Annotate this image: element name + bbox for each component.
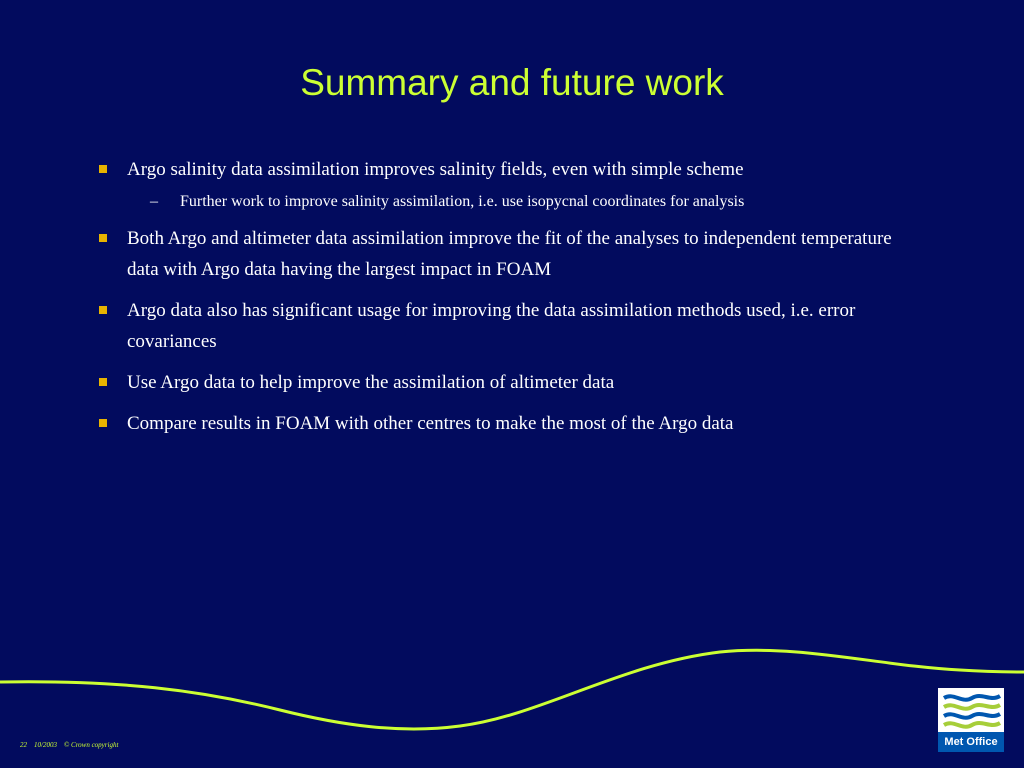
met-office-logo [938, 688, 1004, 752]
square-bullet-icon [99, 234, 107, 242]
bullet-text: Argo salinity data assimilation improves salinity fields, even with simple scheme [127, 159, 744, 180]
page-number: 22 [20, 741, 27, 749]
wave-logo-icon [938, 688, 1004, 732]
bullet-item [96, 408, 926, 439]
footer-date: 10/2003 [34, 741, 57, 749]
slide-title: Summary and future work [300, 62, 724, 103]
bullet-text: Argo data also has significant usage for improving the data assimilation methods used, i.e. error covariances [127, 300, 856, 352]
square-bullet-icon [99, 419, 107, 427]
slide-footer [20, 741, 118, 749]
bullet-item [96, 223, 926, 285]
square-bullet-icon [99, 378, 107, 386]
sub-bullet-text: Further work to improve salinity assimilation, i.e. use isopycnal coordinates for analysis [180, 193, 745, 210]
bullet-text: Use Argo data to help improve the assimilation of altimeter data [127, 372, 615, 393]
footer-copyright: © Crown copyright [63, 741, 119, 749]
decorative-wave [0, 630, 1024, 750]
square-bullet-icon [99, 165, 107, 173]
bullet-item [96, 154, 926, 185]
dash-bullet-icon: – [150, 193, 158, 210]
sub-bullet-item [96, 189, 926, 215]
square-bullet-icon [99, 306, 107, 314]
bullet-text: Both Argo and altimeter data assimilation improve the fit of the analyses to independent temperature data with Argo data having the largest impact in FOAM [127, 228, 892, 280]
bullet-list [96, 154, 926, 449]
bullet-item [96, 367, 926, 398]
bullet-item [96, 295, 926, 357]
bullet-text: Compare results in FOAM with other centres to make the most of the Argo data [127, 413, 734, 434]
logo-text: Met Office [938, 732, 1004, 752]
